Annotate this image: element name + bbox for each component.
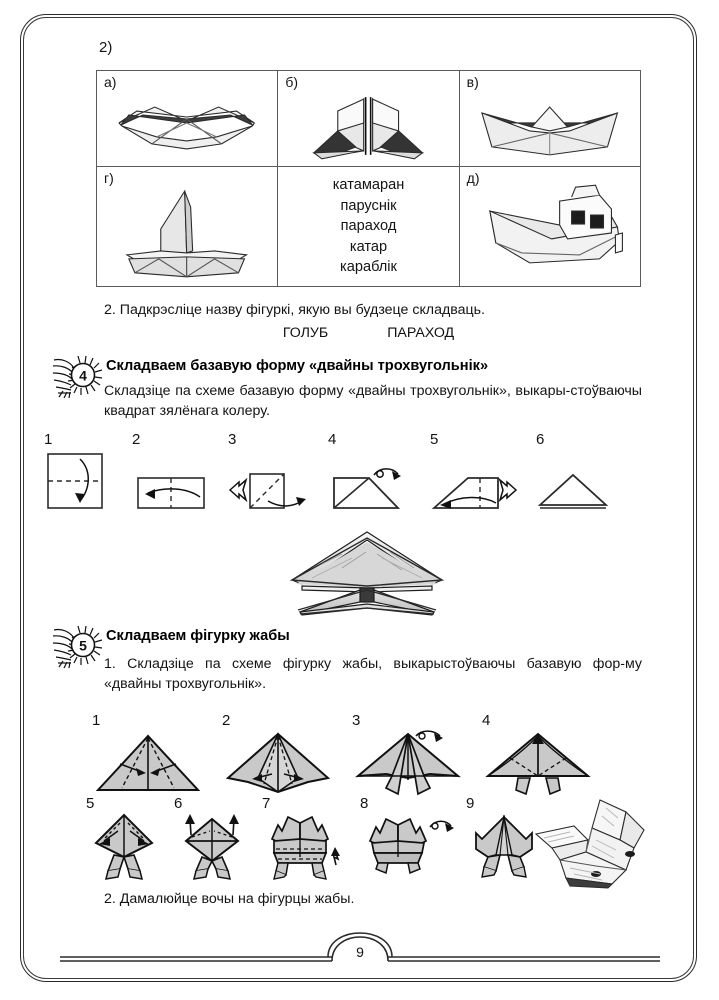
- frog-step-4: [482, 713, 594, 796]
- word-item[interactable]: паруснік: [340, 197, 397, 214]
- table-cell-b[interactable]: [278, 71, 459, 167]
- base-step-2: [132, 432, 210, 513]
- frog-step-row-1: [92, 713, 612, 796]
- step-number: 8: [360, 795, 369, 812]
- task-2-instruction: 2. Падкрэсліце назву фігуркі, якую вы будзеце складваць.: [104, 302, 485, 318]
- section-4-body: Складзіце па схеме базавую форму «двайны трохвугольнік», выкары-стоўваючы квадрат зялёнага колеру.: [104, 383, 642, 419]
- square-fold-down-icon: [44, 449, 114, 513]
- table-cell-words: [278, 167, 459, 287]
- step-number: 1: [92, 712, 101, 729]
- section-4-badge-number: 4: [79, 367, 87, 384]
- table-cell-a[interactable]: [97, 71, 278, 167]
- step-number: 1: [44, 431, 53, 448]
- task-5-final-instruction: 2. Дамалюйце вочы на фігурцы жабы.: [104, 891, 355, 907]
- section-4-header: [52, 354, 652, 384]
- frog-step-1: [92, 713, 204, 796]
- cell-letter-d: д): [466, 170, 480, 186]
- frog-step-4-icon: [482, 730, 594, 796]
- frog-sketch-icon: [530, 796, 650, 888]
- table-cell-d[interactable]: [459, 167, 640, 287]
- sun-badge-icon: [52, 354, 110, 400]
- frog-step-6-icon: [174, 813, 250, 879]
- frog-step-8-icon: [360, 813, 454, 879]
- base-form-step-row: [44, 432, 630, 513]
- step-number: 7: [262, 795, 271, 812]
- frog-step-2: [222, 713, 334, 796]
- base-step-5: [430, 432, 518, 513]
- push-arrow-left-icon: [230, 480, 246, 500]
- section-5-badge-number: 5: [79, 637, 87, 654]
- origami-steamship-icon: [460, 167, 640, 286]
- origami-catamaran-open-icon: [278, 71, 458, 166]
- frog-step-6: [174, 796, 250, 879]
- origami-boat-icon: [460, 71, 640, 166]
- section-4-title: Складваем базавую форму «двайны трохвугольнік»: [106, 358, 489, 374]
- step-number: 5: [430, 431, 439, 448]
- turn-over-icon: [430, 821, 454, 832]
- triangle-fold-left-icon: [430, 449, 518, 513]
- word-item[interactable]: катамаран: [332, 177, 405, 194]
- task-2-options: [96, 325, 641, 341]
- task-2-label: 2): [99, 39, 113, 56]
- cell-letter-v: в): [466, 74, 479, 90]
- option-golub[interactable]: ГОЛУБ: [282, 325, 329, 341]
- base-step-1: [44, 432, 114, 513]
- sun-badge-icon: [52, 624, 110, 670]
- step-number: 4: [482, 712, 491, 729]
- step-number: 2: [132, 431, 141, 448]
- frog-step-3: [352, 713, 464, 796]
- base-step-6: [536, 432, 612, 513]
- frog-step-7: [262, 796, 348, 879]
- page-footer: [60, 932, 660, 978]
- step-number: 3: [228, 431, 237, 448]
- frog-step-row-2: [86, 796, 554, 879]
- base-step-3: [228, 432, 310, 513]
- word-item[interactable]: параход: [340, 218, 397, 235]
- push-arrow-right-icon: [500, 480, 516, 500]
- step-number: 6: [174, 795, 183, 812]
- frog-step-5-icon: [86, 813, 162, 879]
- frog-step-7-icon: [262, 813, 348, 879]
- frog-step-2-icon: [222, 730, 334, 796]
- step-number: 6: [536, 431, 545, 448]
- double-triangle-done-icon: [536, 449, 612, 513]
- cell-letter-b: б): [285, 74, 299, 90]
- section-5-body: 1. Складзіце па схеме фігурку жабы, выкарыстоўваючы базавую фор-му «двайны трохвугольнік».: [104, 656, 642, 692]
- frog-step-8: [360, 796, 454, 879]
- option-parahod[interactable]: ПАРАХОД: [387, 325, 455, 341]
- table-cell-g[interactable]: [97, 167, 278, 287]
- turn-over-icon: [374, 469, 401, 480]
- triangle-flip-icon: [328, 449, 412, 513]
- step-number: 4: [328, 431, 337, 448]
- frog-step-5: [86, 796, 162, 879]
- cell-letter-a: а): [104, 74, 117, 90]
- square-diagonal-open-icon: [228, 449, 310, 513]
- step-number: 3: [352, 712, 361, 729]
- origami-catamaran-icon: [97, 71, 277, 166]
- figure-options-table: [96, 70, 641, 287]
- frog-step-3-icon: [352, 730, 464, 796]
- origami-sailboat-icon: [97, 167, 277, 286]
- step-number: 5: [86, 795, 95, 812]
- frog-step-1-icon: [92, 730, 204, 796]
- table-cell-v[interactable]: [459, 71, 640, 167]
- cell-letter-g: г): [104, 170, 114, 186]
- step-number: 2: [222, 712, 231, 729]
- double-triangle-sketch-icon: [282, 528, 452, 616]
- page-number: 9: [356, 944, 364, 960]
- word-item[interactable]: караблік: [340, 259, 397, 276]
- base-step-4: [328, 432, 412, 513]
- turn-over-icon: [416, 731, 443, 742]
- word-list: [278, 167, 458, 286]
- section-5-header: [52, 624, 652, 654]
- step-number: 9: [466, 795, 475, 812]
- rect-fold-left-icon: [132, 449, 210, 513]
- word-item[interactable]: катар: [349, 238, 388, 255]
- pleat-arrow-up-icon: [331, 847, 340, 865]
- section-5-title: Складваем фігурку жабы: [106, 628, 290, 644]
